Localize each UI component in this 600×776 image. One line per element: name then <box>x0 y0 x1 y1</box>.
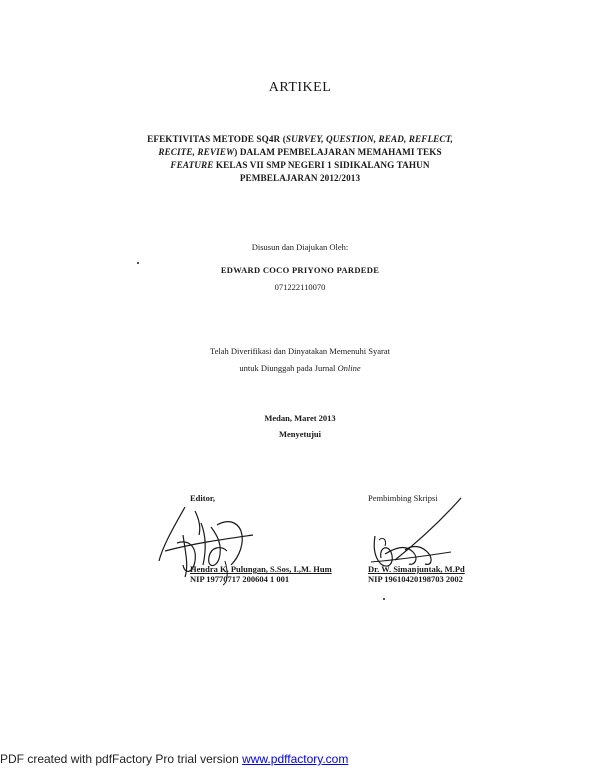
author-nim: 071222110070 <box>274 282 326 292</box>
title-italic-text: RECITE, REVIEW <box>158 147 235 157</box>
place-date: Medan, Maret 2013 <box>264 413 336 423</box>
editor-nip: NIP 19770717 200604 1 001 <box>190 574 290 584</box>
thesis-title-line-1 <box>0 133 600 146</box>
editor-name: Hendra K. Pulungan, S.Sos, I.,M. Hum <box>190 564 332 574</box>
title-italic-text: FEATURE <box>170 160 214 170</box>
thesis-title-line-3 <box>0 159 600 172</box>
advisor-label: Pembimbing Skripsi <box>368 493 438 503</box>
editor-label: Editor, <box>190 493 215 503</box>
author-intro: Disusun dan Diajukan Oleh: <box>251 242 349 252</box>
author-name: EDWARD COCO PRIYONO PARDEDE <box>220 265 380 275</box>
footer-text: PDF created with pdfFactory Pro trial version <box>0 752 243 766</box>
title-italic-text: SURVEY, QUESTION, READ, REFLECT, <box>285 134 453 144</box>
pdf-footer <box>0 752 348 766</box>
advisor-nip: NIP 19610420198703 2002 <box>368 574 463 584</box>
verification-line-1: Telah Diverifikasi dan Dinyatakan Memenuhi Syarat <box>210 346 390 356</box>
verification-italic-text: Online <box>337 363 361 373</box>
verification-line-2 <box>0 363 600 373</box>
advisor-name: Dr. W. Simanjuntak, M.Pd <box>368 564 465 574</box>
verification-text: untuk Diunggah pada Jurnal <box>239 363 338 373</box>
thesis-title <box>0 133 600 185</box>
thesis-title-line-2 <box>0 146 600 159</box>
title-text: ) DALAM PEMBELAJARAN MEMAHAMI TEKS <box>234 147 442 157</box>
title-text: KELAS VII SMP NEGERI 1 SIDIKALANG TAHUN <box>213 160 430 170</box>
scan-speck <box>137 262 139 264</box>
approval-text: Menyetujui <box>278 429 322 439</box>
title-text: EFEKTIVITAS METODE SQ4R ( <box>147 134 286 144</box>
pdffactory-link[interactable]: www.pdffactory.com <box>242 752 349 766</box>
thesis-title-line-4: PEMBELAJARAN 2012/2013 <box>239 173 361 183</box>
article-heading: ARTIKEL <box>268 80 332 95</box>
scan-speck <box>383 598 385 600</box>
